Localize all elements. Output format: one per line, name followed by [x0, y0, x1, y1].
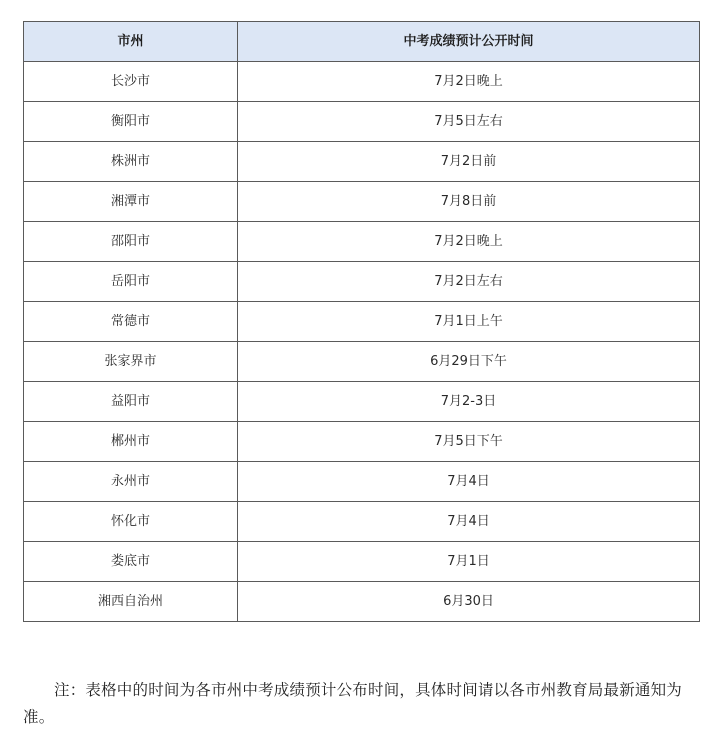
- footnote: 注：表格中的时间为各市州中考成绩预计公布时间，具体时间请以各市州教育局最新通知为准。: [23, 680, 683, 726]
- table-row: [24, 462, 700, 502]
- results-schedule-table: [23, 21, 700, 622]
- release-time-cell: 7月2日前: [238, 142, 700, 182]
- table-row: [24, 182, 700, 222]
- release-time-cell: 7月8日前: [238, 182, 700, 222]
- release-time-cell: 7月1日: [238, 542, 700, 582]
- release-time-cell: 7月2-3日: [238, 382, 700, 422]
- release-time-cell: 6月29日下午: [238, 342, 700, 382]
- table-row: [24, 62, 700, 102]
- header-release-time: 中考成绩预计公开时间: [238, 22, 700, 62]
- table-row: [24, 542, 700, 582]
- table-row: [24, 302, 700, 342]
- table-row: [24, 502, 700, 542]
- city-cell: 张家界市: [24, 342, 238, 382]
- city-cell: 邵阳市: [24, 222, 238, 262]
- release-time-cell: 7月5日下午: [238, 422, 700, 462]
- table-row: [24, 422, 700, 462]
- city-cell: 湘西自治州: [24, 582, 238, 622]
- city-cell: 常德市: [24, 302, 238, 342]
- city-cell: 长沙市: [24, 62, 238, 102]
- results-schedule-table-wrapper: [23, 21, 699, 622]
- table-row: [24, 342, 700, 382]
- city-cell: 湘潭市: [24, 182, 238, 222]
- release-time-cell: 7月2日左右: [238, 262, 700, 302]
- release-time-cell: 7月2日晚上: [238, 62, 700, 102]
- table-row: [24, 222, 700, 262]
- header-city: 市州: [24, 22, 238, 62]
- city-cell: 益阳市: [24, 382, 238, 422]
- city-cell: 娄底市: [24, 542, 238, 582]
- table-row: [24, 142, 700, 182]
- table-row: [24, 102, 700, 142]
- table-header-row: [24, 22, 700, 62]
- city-cell: 怀化市: [24, 502, 238, 542]
- city-cell: 衡阳市: [24, 102, 238, 142]
- city-cell: 郴州市: [24, 422, 238, 462]
- release-time-cell: 7月4日: [238, 502, 700, 542]
- release-time-cell: 6月30日: [238, 582, 700, 622]
- release-time-cell: 7月4日: [238, 462, 700, 502]
- release-time-cell: 7月1日上午: [238, 302, 700, 342]
- table-row: [24, 262, 700, 302]
- city-cell: 永州市: [24, 462, 238, 502]
- release-time-cell: 7月2日晚上: [238, 222, 700, 262]
- table-row: [24, 382, 700, 422]
- city-cell: 株洲市: [24, 142, 238, 182]
- table-row: [24, 582, 700, 622]
- release-time-cell: 7月5日左右: [238, 102, 700, 142]
- city-cell: 岳阳市: [24, 262, 238, 302]
